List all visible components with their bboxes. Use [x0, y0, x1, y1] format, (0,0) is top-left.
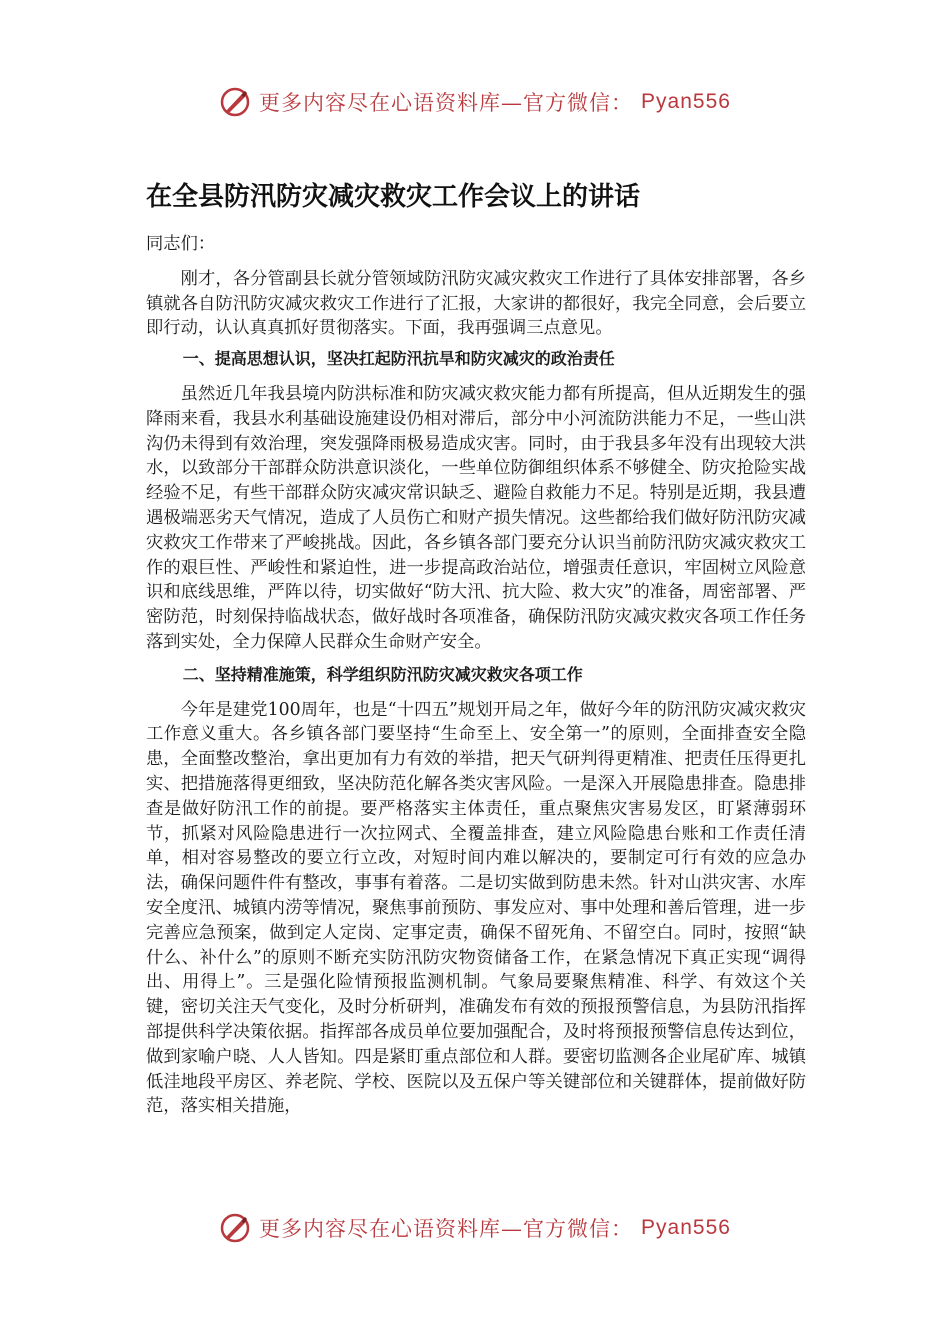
- header-watermark: [0, 86, 950, 118]
- watermark-text: 更多内容尽在心语资料库—官方微信：: [259, 91, 634, 115]
- pen-logo-icon: [219, 1212, 251, 1244]
- pen-logo-icon: [219, 86, 251, 118]
- intro-paragraph: 刚才，各分管副县长就分管领域防汛防灾减灾救灾工作进行了具体安排部署，各乡镇就各自防汛防灾减灾救灾工作进行了汇报，大家讲的都很好，我完全同意，会后要立即行动，认认真真抓好贯彻落实。下面，我再强调三点意见。: [146, 268, 806, 339]
- section-heading-2: 二、坚持精准施策，科学组织防汛防灾减灾救灾各项工作: [182, 664, 583, 684]
- page-title: 在全县防汛防灾减灾救灾工作会议上的讲话: [146, 182, 641, 212]
- watermark-text: 更多内容尽在心语资料库—官方微信：: [259, 1217, 634, 1241]
- section-heading-1: 一、提高思想认识，坚决扛起防汛抗旱和防灾减灾的政治责任: [182, 349, 615, 369]
- footer-watermark: [0, 1212, 950, 1244]
- watermark-wechat-id: Pyan556: [641, 1216, 731, 1239]
- salutation: 同志们：: [146, 234, 216, 254]
- section-body-1: 虽然近几年我县境内防洪标准和防灾减灾救灾能力都有所提高，但从近期发生的强降雨来看，我县水利基础设施建设仍相对滞后，部分中小河流防洪能力不足，一些山洪沟仍未得到有效治理，突发强降雨极易造成灾害。同时，由于我县多年没有出现较大洪水，以致部分干部群众防洪意识淡化，一些单位防御组织体系不够健全、防灾抢险实战经验不足，有些干部群众防灾减灾常识缺乏、避险自救能力不足。特别是近期，我县遭遇极端恶劣天气情况，造成了人员伤亡和财产损失情况。这些都给我们做好防汛防灾减灾救灾工作带来了严峻挑战。因此，各乡镇各部门要充分认识当前防汛防灾减灾救灾工作的艰巨性、严峻性和紧迫性，进一步提高政治站位，增强责任意识，牢固树立风险意识和底线思维，严阵以待，切实做好“防大汛、抗大险、救大灾”的准备，周密部署、严密防范，时刻保持临战状态，做好战时各项准备，确保防汛防灾减灾救灾各项工作任务落到实处，全力保障人民群众生命财产安全。: [146, 383, 806, 652]
- document-body: [146, 232, 806, 1119]
- section-body-2: 今年是建党100周年，也是“十四五”规划开局之年，做好今年的防汛防灾减灾救灾工作意义重大。各乡镇各部门要坚持“生命至上、安全第一”的原则，全面排查安全隐患，全面整改整治，拿出更加有力有效的举措，把天气研判得更精准、把责任压得更扎实、把措施落得更细致，坚决防范化解各类灾害风险。一是深入开展隐患排查。隐患排查是做好防汛工作的前提。要严格落实主体责任，重点聚焦灾害易发区，盯紧薄弱环节，抓紧对风险隐患进行一次拉网式、全覆盖排查，建立风险隐患台账和工作责任清单，相对容易整改的要立行立改，对短时间内难以解决的，要制定可行有效的应急办法，确保问题件件有整改，事事有着落。二是切实做到防患未然。针对山洪灾害、水库安全度汛、城镇内涝等情况，聚焦事前预防、事发应对、事中处理和善后管理，进一步完善应急预案，做到定人定岗、定事定责，确保不留死角、不留空白。同时，按照“缺什么、补什么”的原则不断充实防汛防灾物资储备工作，在紧急情况下真正实现“调得出、用得上”。三是强化险情预报监测机制。气象局要聚焦精准、科学、有效这个关键，密切关注天气变化，及时分析研判，准确发布有效的预报预警信息，为县防汛指挥部提供科学决策依据。指挥部各成员单位要加强配合，及时将预报预警信息传达到位，做到家喻户晓、人人皆知。四是紧盯重点部位和人群。要密切监测各企业尾矿库、城镇低洼地段平房区、养老院、学校、医院以及五保户等关键部位和关键群体，提前做好防范，落实相关措施，: [146, 699, 806, 1117]
- watermark-wechat-id: Pyan556: [641, 90, 731, 113]
